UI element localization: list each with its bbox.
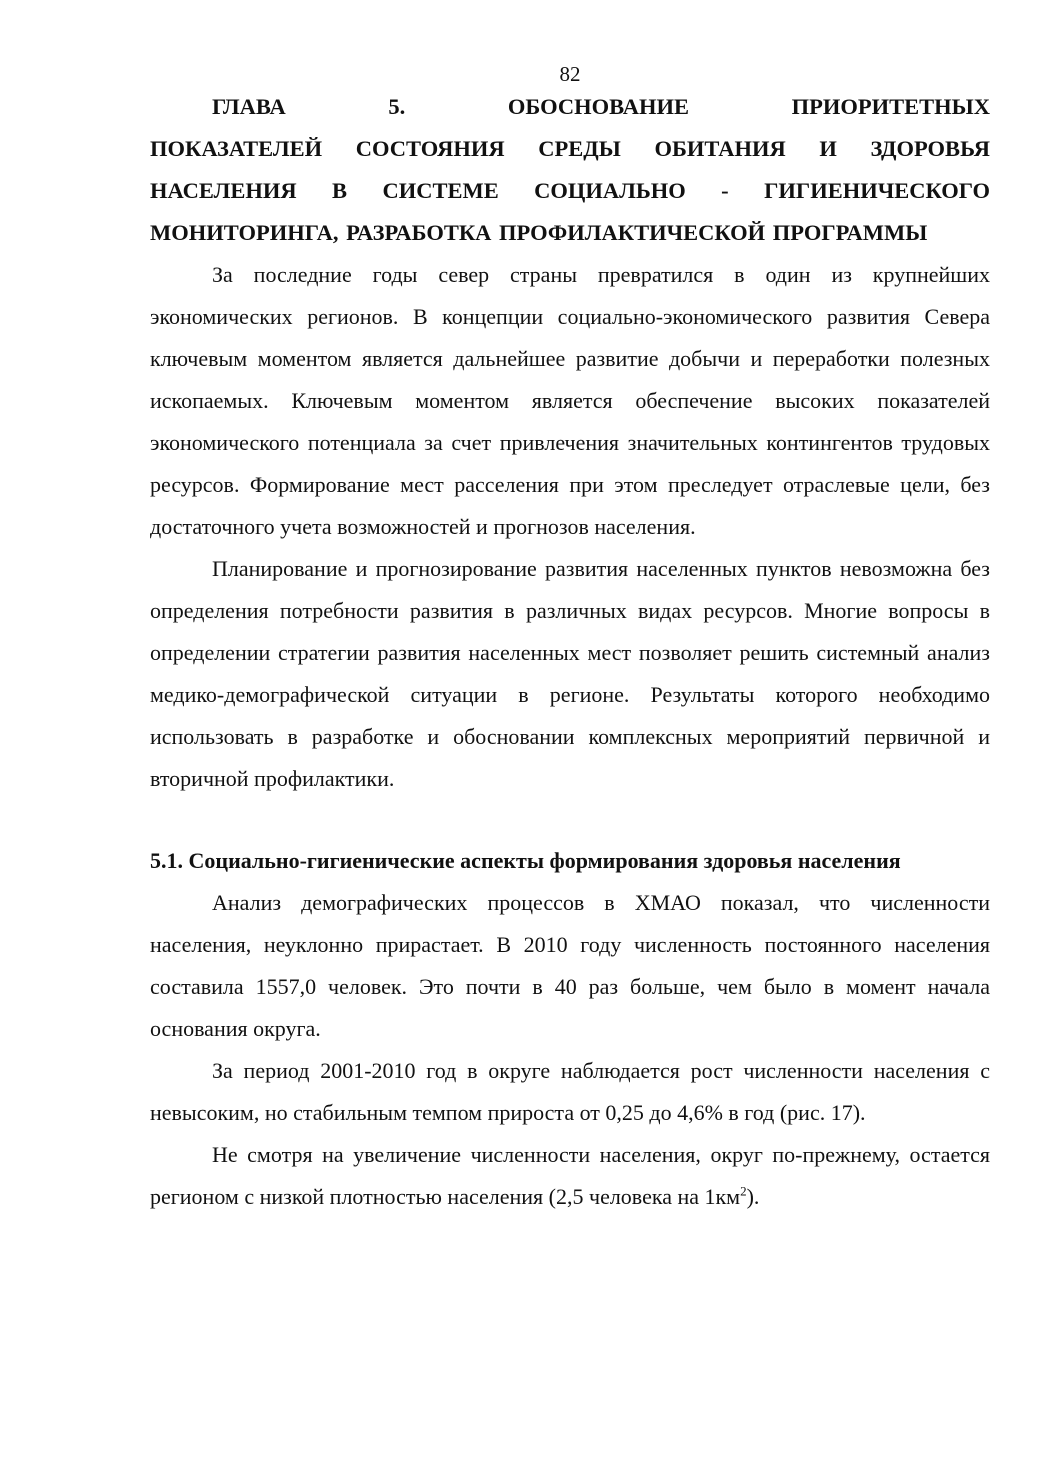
paragraph-demographics: Анализ демографических процессов в ХМАО показал, что численности населения, неуклонно прирастает. В 2010 году численность постоянного населения составила 1557,0 человек. Это почти в 40 раз больше, чем было в момент начала основания округа. [150,890,990,1041]
paragraph-growth-rate: За период 2001-2010 год в округе наблюдается рост численности населения с невысоким, но стабильным темпом прироста от 0,25 до 4,6% в год (рис. 17). [150,1058,990,1125]
chapter-title-rest: ПОКАЗАТЕЛЕЙ СОСТОЯНИЯ СРЕДЫ ОБИТАНИЯ И ЗДОРОВЬЯ НАСЕЛЕНИЯ В СИСТЕМЕ СОЦИАЛЬНО - ГИГИЕНИЧЕСКОГО МОНИТОРИНГА, РАЗРАБОТКА ПРОФИЛАКТИЧЕСКОЙ ПРОГРАММЫ [150,136,990,245]
chapter-title [150,86,990,254]
paragraph-planning: Планирование и прогнозирование развития населенных пунктов невозможна без определения потребности развития в различных видах ресурсов. Многие вопросы в определении стратегии развития населенных мест позволяет решить системный анализ медико-демографической ситуации в регионе. Результаты которого необходимо использовать в разработке и обосновании комплексных мероприятий первичной и вторичной профилактики. [150,556,990,791]
density-superscript: 2 [740,1183,747,1199]
document-page [150,62,990,1218]
density-tail: ). [746,1184,760,1209]
section-title: 5.1. Социально-гигиенические аспекты формирования здоровья населения [150,848,901,873]
density-text: Не смотря на увеличение численности населения, округ по-прежнему, остается регионом с низкой плотностью населения (2,5 человека на 1км [150,1142,990,1209]
page-number: 82 [559,62,581,86]
chapter-title-first-line: ГЛАВА 5. ОБОСНОВАНИЕ ПРИОРИТЕТНЫХ [212,94,990,119]
paragraph-density [150,1134,990,1218]
paragraph-north-economy: За последние годы север страны превратился в один из крупнейших экономических регионов. В концепции социально-экономического развития Севера ключевым моментом является дальнейшее развитие добычи и переработки полезных ископаемых. Ключевым моментом является обеспечение высоких показателей экономического потенциала за счет привлечения значительных контингентов трудовых ресурсов. Формирование мест расселения при этом преследует отраслевые цели, без достаточного учета возможностей и прогнозов населения. [150,262,990,539]
